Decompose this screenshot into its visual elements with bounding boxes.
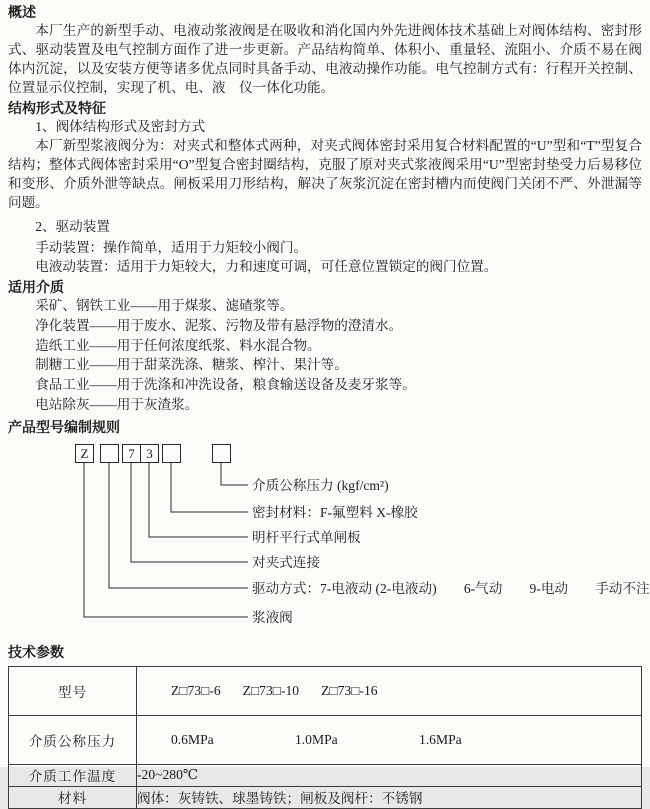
- structure-item2-line1: 手动装置：操作简单，适用于力矩较小阀门。: [35, 240, 308, 255]
- media-list-item: 净化装置——用于废水、泥浆、污物及带有悬浮物的澄清水。: [35, 317, 403, 333]
- section-heading-model-code: 产品型号编制规则: [8, 418, 120, 435]
- table-row-label: 型号: [9, 666, 137, 715]
- model-value: Z□73□-16: [321, 682, 378, 698]
- media-list-item: 采矿、钢铁工业——用于煤浆、滤碴浆等。: [35, 298, 294, 313]
- model-code-diagram: [8, 440, 650, 636]
- table-row: [9, 715, 642, 764]
- structure-item2-line2: 电液动装置：适用于力矩较大，力和速度可调，可任意位置锁定的阀门位置。: [35, 259, 498, 274]
- structure-item1-title: 1、阀体结构形式及密封方式: [35, 119, 206, 134]
- tech-params-table: [8, 666, 642, 809]
- media-list-item: 制糖工业——用于甜菜洗涤、糖浆、榨汁、果汁等。: [35, 357, 348, 373]
- model-code-label: 介质公称压力 (kgf/cm²): [252, 477, 389, 493]
- table-row: [9, 764, 642, 786]
- model-code-box: 7: [122, 444, 141, 463]
- pressure-value: 1.6MPa: [418, 731, 462, 747]
- model-value: Z□73□-6: [170, 682, 221, 698]
- overview-paragraph: 本厂生产的新型手动、电液动浆液阀是在吸收和消化国内外先进阀体技术基础上对阀体结构、密封形式、驱动装置及电气控制方面作了进一步更新。产品结构简单、体积小、重量轻、流阻小、介质不易在阀体内沉淀，以及安装方便等诸多优点同时具备手动、电液动操作功能。电气控制方式有：行程开关控制、位置显示仪控制，实现了机、电、液 仪一体化功能。: [8, 23, 642, 95]
- structure-item2-title: 2、驱动装置: [35, 219, 110, 234]
- model-value: Z□73□-10: [242, 682, 300, 698]
- pressure-value: 1.0MPa: [294, 731, 338, 747]
- model-code-box: [212, 444, 231, 463]
- model-code-box: Z: [75, 444, 94, 463]
- media-list-item: 电站除灰——用于灰渣浆。: [35, 396, 199, 412]
- table-row: [9, 666, 642, 715]
- pressure-value: 0.6MPa: [170, 731, 214, 747]
- model-code-box: [100, 444, 119, 463]
- section-heading-tech-params: 技术参数: [8, 643, 64, 660]
- table-row-label: 介质公称压力: [9, 715, 137, 764]
- table-row-label: 材料: [9, 786, 137, 808]
- table-row-value: [137, 666, 642, 715]
- model-code-box: [162, 444, 181, 463]
- table-row: [9, 786, 642, 808]
- media-list-item: 食品工业——用于洗涤和冲洗设备，粮食输送设备及麦牙浆等。: [35, 377, 416, 393]
- section-heading-overview: 概述: [8, 4, 36, 20]
- model-code-label: 明杆平行式单闸板: [252, 529, 361, 545]
- model-code-label: 驱动方式：7-电液动 (2-电液动) 6-气动 9-电动 手动不注: [252, 580, 650, 596]
- table-row-value: -20~280℃: [137, 764, 642, 786]
- section-heading-structure: 结构形式及特征: [8, 100, 106, 116]
- table-row-value: [137, 715, 642, 764]
- table-row-label: 介质工作温度: [9, 764, 137, 786]
- model-code-label: 对夹式连接: [252, 554, 320, 570]
- structure-item1-body: 本厂新型浆液阀分为：对夹式和整体式两种，对夹式阀体密封采用复合材料配置的“U”型和“T”型复合结构；整体式阀体密封采用“O”型复合密封圈结构，克服了原对夹式浆液阀采用“U”型密封垫受力后易移位和变形、介质外泄等缺点。闸板采用刀形结构，解决了灰浆沉淀在密封槽内而使阀门关闭不严、外泄漏等问题。: [8, 138, 642, 210]
- model-code-box: 3: [140, 444, 159, 463]
- model-code-label: 密封材料：F-氟塑料 X-橡胶: [252, 504, 418, 520]
- section-heading-media: 适用介质: [8, 279, 64, 295]
- media-list-item: 造纸工业——用于任何浓度纸浆、料水混合物。: [35, 337, 321, 353]
- model-code-label: 浆液阀: [252, 609, 293, 625]
- table-row-value: 阀体：灰铸铁、球墨铸铁；闸板及阀杆：不锈钢: [137, 786, 642, 808]
